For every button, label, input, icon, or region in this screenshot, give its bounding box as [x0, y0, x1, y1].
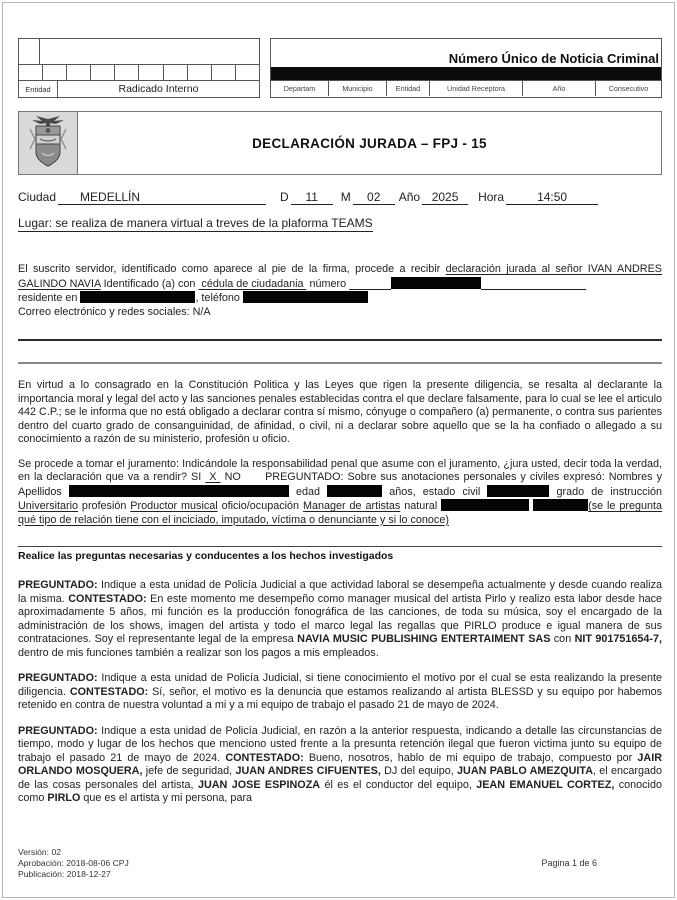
- redaction-bar: [327, 485, 382, 497]
- page-footer: [18, 847, 662, 880]
- noticia-criminal-table: [270, 38, 662, 98]
- meta-line: [18, 190, 662, 205]
- footer-version: Versión: 02: [18, 847, 61, 857]
- column-consecutivo: Consecutivo: [608, 84, 649, 93]
- month-label: M: [340, 190, 351, 204]
- text-segment: grado de instrucción: [549, 485, 662, 498]
- footer-approval: Aprobación: 2018-08-06 CPJ: [18, 858, 129, 868]
- column-municipio: Municipio: [329, 81, 387, 96]
- noticia-criminal-columns: [271, 80, 661, 96]
- text-segment: edad: [288, 485, 328, 498]
- legal-warning-paragraph: En virtud a lo consagrado en la Constitución Politica y las Leyes que rigen la presente diligencia, se resalta al declarante la importancia moral y legal del acto y las sanciones penales establecidas contra el que declare falsamente, para lo cual se lee el articulo 442 C.P.; se le informa que no está obligado a declarar contra sí mismo, cónyuge o compañero (a) permanente, o contra sus parientes dentro del cuarto grado de consanguinidad, de afinidad, o civil, ni a declarar sobre aquello que se la ha confiado o allegado a su conocimiento a razón de su ministerio, profesión u oficio.: [18, 379, 662, 445]
- text-segment: NO: [220, 471, 245, 483]
- footer-publication: Publicación: 2018-12-27: [18, 869, 111, 879]
- column-ano: Año: [523, 81, 596, 96]
- coat-of-arms-logo: [19, 112, 78, 174]
- colombia-coat-of-arms-icon: [26, 115, 70, 171]
- text-segment: Sí, señor, el motivo es la denuncia que estamos realizando al artista BLESSD y su equipo por habemos retenido en contra de nuestra voluntad a mi y a mi equipo de trabajo el pasado 21 de mayo de 2024.: [18, 685, 662, 711]
- text-segment: profesión: [78, 500, 131, 512]
- text-segment: El suscrito servidor, identificado como aparece al pie de la firma, procede a recibir: [18, 263, 446, 275]
- redaction-bar: [243, 291, 368, 303]
- text-segment: , teléfono: [195, 292, 243, 304]
- lugar-value: se realiza de manera virtual a treves de la plaforma TEAMS: [52, 216, 373, 230]
- declarant-intro-paragraph: [18, 263, 662, 319]
- radicado-box-row: [19, 65, 259, 81]
- text-segment: que es el artista y mi persona, para: [80, 792, 253, 804]
- column-entidad: Entidad: [387, 81, 430, 96]
- qa-paragraph-3: [18, 725, 662, 806]
- text-segment: , el encargado de las cosas personales del artista,: [18, 765, 663, 791]
- redaction-bar: [487, 485, 549, 497]
- text-segment: [349, 278, 391, 290]
- radicado-top-row: [19, 39, 259, 65]
- text-segment: cédula de ciudadania: [198, 277, 307, 290]
- text-segment: Se procede a tomar el juramento: Indicándole la responsabilidad penal que asume con el juramento, ¿jura usted, decir toda la verdad, en la declaración que va a rendir? SI: [18, 457, 662, 483]
- lugar-label: Lugar:: [18, 216, 53, 230]
- text-segment: Indique a esta unidad de Policía Judicial, si tiene conocimiento el motivo por el cual se esta realizando la presente diligencia.: [18, 672, 662, 698]
- text-segment: En este momento me desempeño como manager musical del artista Pirlo y realizo esta labor desde hace aproximadamente 5 años, mi función es la producción fonográfica de las canciones, de toda su música, soy el encargado de la administración de los shows, imagen del artista y todo el marco legal las regallas que PIRLO produce e igual manera de sus contrataciones. Soy el representante legal de la empresa: [18, 592, 662, 645]
- radicado-interno-table: [18, 38, 260, 98]
- qa-paragraph-1: [18, 579, 662, 660]
- text-segment: jefe de seguridad,: [142, 765, 236, 777]
- form-title: DECLARACIÓN JURADA – FPJ - 15: [252, 135, 487, 151]
- text-segment: NIT 901751654-7,: [574, 633, 662, 645]
- redaction-bar: [391, 277, 481, 289]
- divider-gray: [18, 362, 662, 364]
- text-segment: X: [205, 471, 221, 483]
- text-segment: Universitario: [18, 500, 78, 512]
- text-segment: JAIR ORLANDO MOSQUERA,: [18, 751, 663, 777]
- text-segment: CONTESTADO:: [225, 751, 304, 764]
- entidad-label: Entidad: [19, 81, 58, 97]
- text-segment: con: [550, 633, 575, 645]
- divider-dark: [18, 339, 662, 341]
- year-label: Año: [398, 190, 421, 204]
- hora-value: 14:50: [506, 190, 598, 205]
- lugar-line: [18, 216, 662, 230]
- text-segment: Indique a esta unidad de Policía Judicial a que actividad laboral se desempeña actualmente y desde cuando realiza la misma.: [18, 579, 662, 605]
- text-segment: Identificado (a) con: [100, 277, 199, 290]
- text-segment: él es el conductor del equipo,: [320, 778, 477, 791]
- text-segment: Productor musical: [130, 500, 218, 512]
- text-segment: [481, 278, 586, 290]
- redaction-bar: [69, 485, 289, 497]
- text-segment: [245, 471, 261, 483]
- day-value: 11: [291, 190, 333, 205]
- text-segment: CONTESTADO:: [68, 592, 147, 605]
- text-segment: número: [306, 277, 350, 290]
- header-tables: [18, 38, 662, 98]
- column-departam: Departam: [271, 81, 329, 96]
- noticia-criminal-redaction-bar: [271, 67, 661, 80]
- text-segment: PREGUNTADO:: [18, 579, 98, 591]
- text-segment: Correo electrónico y redes sociales: N/A: [18, 305, 211, 318]
- year-value: 2025: [422, 190, 468, 205]
- text-segment: conocido como: [18, 778, 662, 804]
- text-segment: NAVIA MUSIC PUBLISHING ENTERTAIMENT SAS: [297, 633, 551, 645]
- text-segment: oficio/ocupación: [217, 500, 303, 512]
- text-segment: PREGUNTADO:: [18, 672, 98, 684]
- text-segment: JUAN PABLO AMEZQUITA: [457, 765, 593, 777]
- month-value: 02: [353, 190, 395, 205]
- text-segment: residente en: [18, 292, 81, 304]
- text-segment: declaración jurada al señor IVAN ANDRES GALINDO NAVIA: [18, 263, 662, 290]
- text-segment: JUAN ANDRES CIFUENTES,: [235, 765, 381, 777]
- redaction-bar: [441, 499, 529, 511]
- day-label: D: [280, 190, 289, 204]
- text-segment: PREGUNTADO: Sobre sus anotaciones personales y civiles expresó: Nombres y Apellidos: [18, 471, 662, 498]
- radicado-interno-label: Radicado Interno: [118, 83, 199, 95]
- noticia-criminal-title: Número Único de Noticia Criminal: [448, 51, 659, 66]
- text-segment: Indique a esta unidad de Policía Judicial, en razón a la anterior respuesta, indicando a detalle las circunstancias de tiempo, modo y lugar de los hechos que menciono usted frente a la presunta retención ilegal que fueron victima junto su equipo de trabajo el pasado 21 de mayo de 2024.: [18, 724, 662, 764]
- title-block: [18, 111, 662, 175]
- oath-paragraph: [18, 458, 662, 528]
- text-segment: años, estado civil: [382, 485, 488, 498]
- page-number: Pagina 1 de 6: [541, 858, 597, 868]
- questions-section-header: Realice las preguntas necesarias y conducentes a los hechos investigados: [18, 546, 662, 562]
- ciudad-value: MEDELLÍN: [58, 190, 266, 205]
- text-segment: DJ del equipo,: [380, 765, 458, 777]
- text-segment: dentro de mis funciones también a realizar son los pagos a mis empleados.: [18, 646, 379, 659]
- text-segment: natural: [400, 500, 442, 512]
- radicado-label-row: [19, 81, 259, 97]
- ciudad-label: Ciudad: [18, 190, 57, 204]
- text-segment: JEAN EMANUEL CORTEZ,: [476, 778, 615, 791]
- text-segment: JUAN JOSE ESPINOZA: [197, 778, 321, 791]
- redaction-bar: [533, 499, 588, 511]
- text-segment: PREGUNTADO:: [18, 724, 98, 737]
- redaction-bar: [80, 291, 195, 303]
- text-segment: CONTESTADO:: [69, 685, 149, 698]
- column-unidad-receptora: Unidad Receptora: [430, 81, 523, 96]
- hora-label: Hora: [478, 190, 505, 204]
- text-segment: Bueno, nosotros, hablo de mi equipo de trabajo, compuesto por: [303, 751, 638, 764]
- text-segment: Manager de artistas: [302, 500, 401, 512]
- text-segment: PIRLO: [47, 792, 81, 804]
- text-segment: (se le pregunta qué tipo de relación tiene con el inciciado, imputado, víctima o denunciante y si lo conoce): [18, 500, 662, 526]
- qa-paragraph-2: [18, 672, 662, 713]
